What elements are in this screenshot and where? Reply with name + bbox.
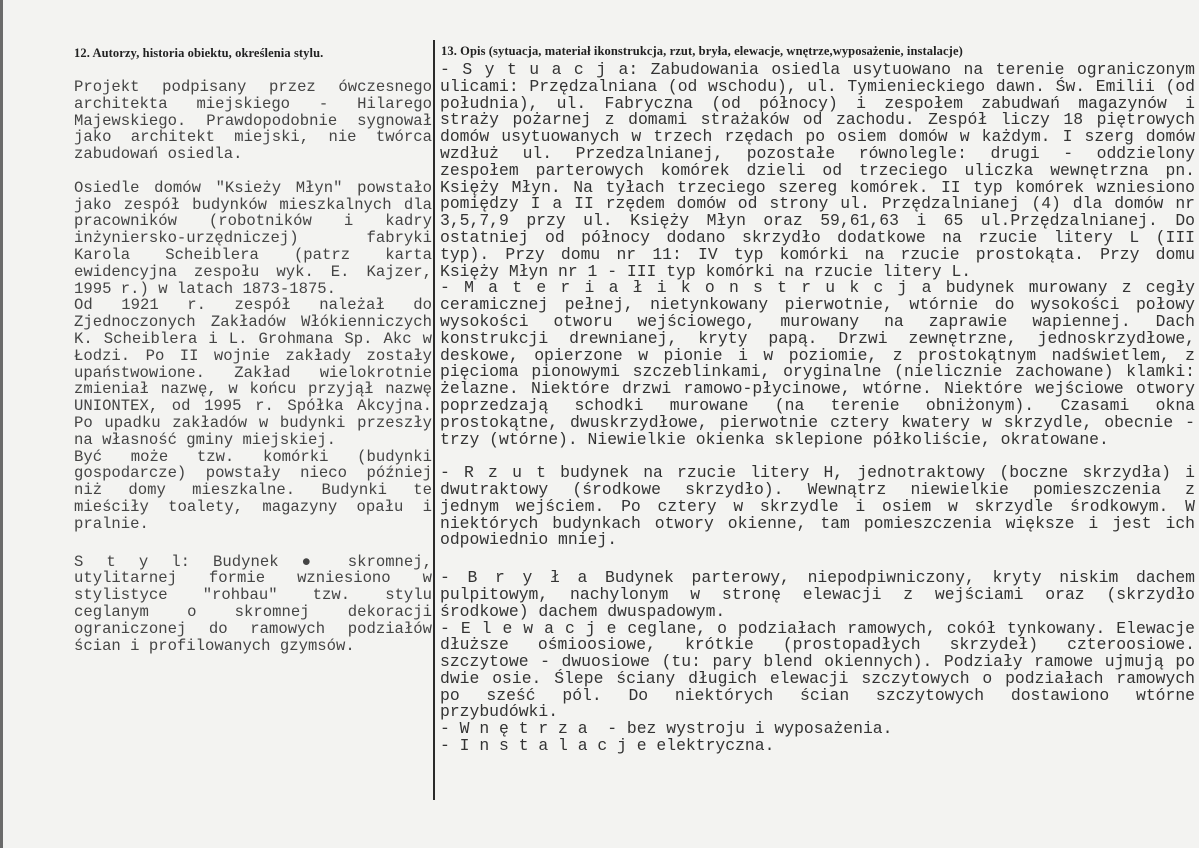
paragraph [74, 180, 432, 298]
text-line: jednym wejściem. Po cztery w skrzydle i osiem w skrzydle środkowym. W [440, 496, 1195, 516]
paragraph [74, 449, 432, 533]
text-line: prostokątne, dwuskrzydłowe, pierwotnie cztery kwatery w skrzydle, obecnie - [440, 412, 1195, 432]
text-line: inżyniersko-urzędniczej) fabryki [74, 229, 432, 248]
text-line: przybudówki. [440, 702, 559, 722]
text-line: Od 1921 r. zespół należał do [74, 296, 432, 315]
text-line: Osiedle domów "Ksieży Młyn" powstało [74, 178, 432, 197]
text-line: straży pożarnej z domami strażaków od zachodu. Zespół liczy 18 piętrowych [440, 110, 1195, 130]
text-line: odpowiednio mniej. [440, 530, 618, 550]
text-line: upaństwowione. Zakład wielokrotnie [74, 363, 432, 382]
text-line: pralnie. [74, 514, 149, 533]
paragraph-gap [74, 163, 432, 180]
text-line: ewidencyjna zespołu wyk. E. Kajzer, [74, 262, 432, 281]
text-line: wzdłuż ul. Przedzalnianej, pozostałe równolegle: drugi - oddzielony [440, 143, 1195, 163]
text-line: zespołem parterowych komórek dzieli od trzeciego uliczka wewnętrzna pn. [440, 160, 1195, 180]
text-line: gospodarcze) powstały nieco później [74, 464, 432, 483]
text-line: niż domy mieszkalne. Budynki te [74, 481, 432, 500]
text-line: jako zespół budynków mieszkalnych dla [74, 195, 432, 214]
text-line: pulpitowym, nachylonym w stronę elewacji z wejściami oraz (skrzydło [440, 584, 1195, 604]
text-line: pracowników (robotników i kadry [74, 212, 432, 231]
text-line: - M a t e r i a ł i k o n s t r u k c j a budynek murowany z cegły [440, 278, 1195, 298]
text-line: ceramicznej pełnej, nietynkowany pierwotnie, wtórnie do wysokości połowy [440, 295, 1195, 315]
text-line: dwutraktowy (środkowe skrzydło). Wewnątrz niewielkie pomieszczenia z [440, 479, 1195, 499]
text-line: dłuższe ośmioosiowe, krótkie (prostopadłych skrzydeł) czteroosiowe. [440, 635, 1195, 655]
text-line: ulicami: Przędzalniana (od wschodu), ul. Tymienieckiego dawn. Św. Emilii (od [440, 76, 1195, 96]
text-line: poprzedzają schodki murowane (na terenie obniżonym). Czasami okna [440, 395, 1195, 415]
scan-edge [0, 0, 3, 848]
paragraph [440, 465, 1195, 549]
section-13-body [440, 62, 1195, 755]
paragraph [74, 79, 432, 163]
text-line: zmieniał nazwę, w końcu przyjął nazwę [74, 380, 432, 399]
text-line: - I n s t a l a c j e elektryczna. [440, 736, 775, 756]
text-line: Majewskiego. Prawdopodobnie sygnował [74, 111, 432, 130]
paragraph [440, 280, 1195, 448]
paragraph [74, 297, 432, 448]
text-line: na własność gminy miejskiej. [74, 430, 337, 449]
text-line: Łodzi. Po II wojnie zakłady zostały [74, 346, 432, 365]
paragraph [440, 618, 1195, 722]
text-line: po sześć pól. Do niektórych ścian szczytowych dostawiono wtórne [440, 685, 1195, 705]
text-line: jako architekt miejski, nie twórca [74, 128, 432, 147]
paragraph-gap [74, 533, 432, 554]
text-line: Karola Scheiblera (patrz karta [74, 245, 432, 264]
text-line: niektórych budynkach otwory okienne, tam pomieszczenia większe i jest ich [440, 513, 1195, 533]
text-line: architekta miejskiego - Hilarego [74, 94, 432, 113]
paragraph [74, 554, 432, 655]
text-line: 3,5,7,9 przy ul. Księży Młyn oraz 59,61,63 i 65 ul.Przędzalnianej. Do [440, 211, 1195, 231]
text-line: - R z u t budynek na rzucie litery H, jednotraktowy (boczne skrzydła) i [440, 463, 1195, 483]
paragraph [440, 62, 1195, 280]
section-12-header: 12. Autorzy, historia obiektu, określenia stylu. [74, 46, 324, 60]
text-line: S t y l: Budynek ● skromnej, [74, 552, 432, 571]
text-line: UNIONTEX, od 1995 r. Spółka Akcyjna. [74, 397, 432, 416]
text-line: pomiędzy I a II rzędem domów od strony ul. Przędzalnianej (4) dla domów nr [440, 194, 1195, 214]
text-line: południa), ul. Fabryczna (od północy) i zespołem zabudwań magazynów i [440, 93, 1195, 113]
text-line: zabudowań osiedla. [74, 145, 243, 164]
section-12-body [74, 79, 432, 654]
text-line: wysokości otworu wejściowego, murowany na zaprawie wapiennej. Dach [440, 311, 1195, 331]
text-line: Projekt podpisany przez ówczesnego [74, 78, 432, 96]
text-line: pięcioma pionowymi szczeblinkami, oryginalne (nielicznie zachowane) klamki: [440, 362, 1195, 382]
text-line: - S y t u a c j a: Zabudowania osiedla usytuowano na terenie ograniczonym [440, 60, 1195, 79]
text-line: stylistyce "rohbau" tzw. stylu [74, 586, 432, 605]
text-line: Być może tzw. komórki (budynki [74, 447, 432, 466]
text-line: Księży Młyn. Na tyłach trzeciego szereg komórek. II typ komórek wzniesiono [440, 177, 1195, 197]
text-line: szczytowe - dwuosiowe (tu: pary blend okiennych). Podziały ramowe ujmują po [440, 652, 1195, 672]
paragraph [440, 738, 1195, 755]
paragraph [440, 570, 1195, 620]
text-line: ceglanym o skromnej dekoracji [74, 602, 432, 621]
text-line: trzy (wtórne). Niewielkie okienka sklepione półkoliście, okratowane. [440, 429, 1109, 449]
text-line: - E l e w a c j e ceglane, o podziałach ramowych, cokół tynkowany. Elewacje [440, 618, 1195, 638]
paragraph-gap [440, 549, 1195, 570]
text-line: Po upadku zakładów w budynki przeszły [74, 413, 432, 432]
text-line: typ). Przy domu nr 11: IV typ komórki na rzucie prostokąta. Przy domu [440, 244, 1195, 264]
text-line: - W n ę t r z a - bez wystroju i wyposażenia. [440, 719, 893, 739]
text-line: deskowe, opierzone w pionie i w poziomie, z prostokątnym nadświetlem, z [440, 345, 1195, 365]
text-line: - B r y ł a Budynek parterowy, niepodpiwniczony, kryty niskim dachem [440, 568, 1195, 588]
column-divider [433, 40, 435, 800]
text-line: domów usytuowanych w trzech rzędach po osiem domów w każdym. I szerg domów [440, 127, 1195, 147]
text-line: mieściły toalety, magazyny opału i [74, 497, 432, 516]
text-line: dwie osie. Ślepe ściany długich elewacji szczytowych o podziałach ramowych [440, 668, 1195, 688]
text-line: K. Scheiblera i L. Grohmana Sp. Akc w [74, 329, 432, 348]
text-line: żelazne. Niektóre drzwi ramowo-płycinowe, wtórne. Niektóre wejściowe otwory [440, 379, 1195, 399]
text-line: Księży Młyn nr 1 - III typ komórki na rzucie litery L. [440, 261, 972, 281]
text-line: ograniczonej do ramowych podziałów [74, 619, 432, 638]
text-line: 1995 r.) w latach 1873-1875. [74, 279, 337, 298]
text-line: ostatniej od północy dodano skrzydło dodatkowe na rzucie litery L (III [440, 227, 1195, 247]
text-line: ścian i profilowanych gzymsów. [74, 636, 355, 655]
text-line: środkowe) dachem dwuspadowym. [440, 601, 726, 621]
section-13-header: 13. Opis (sytuacja, materiał ikonstrukcja, rzut, bryła, elewacje, wnętrze,wyposażenie, instalacje) [441, 44, 963, 58]
text-line: Zjednoczonych Zakładów Włókienniczych [74, 313, 432, 332]
text-line: utylitarnej formie wzniesiono w [74, 569, 432, 588]
text-line: konstrukcji drewnianej, kryty papą. Drzwi zewnętrzne, jednoskrzydłowe, [440, 328, 1195, 348]
